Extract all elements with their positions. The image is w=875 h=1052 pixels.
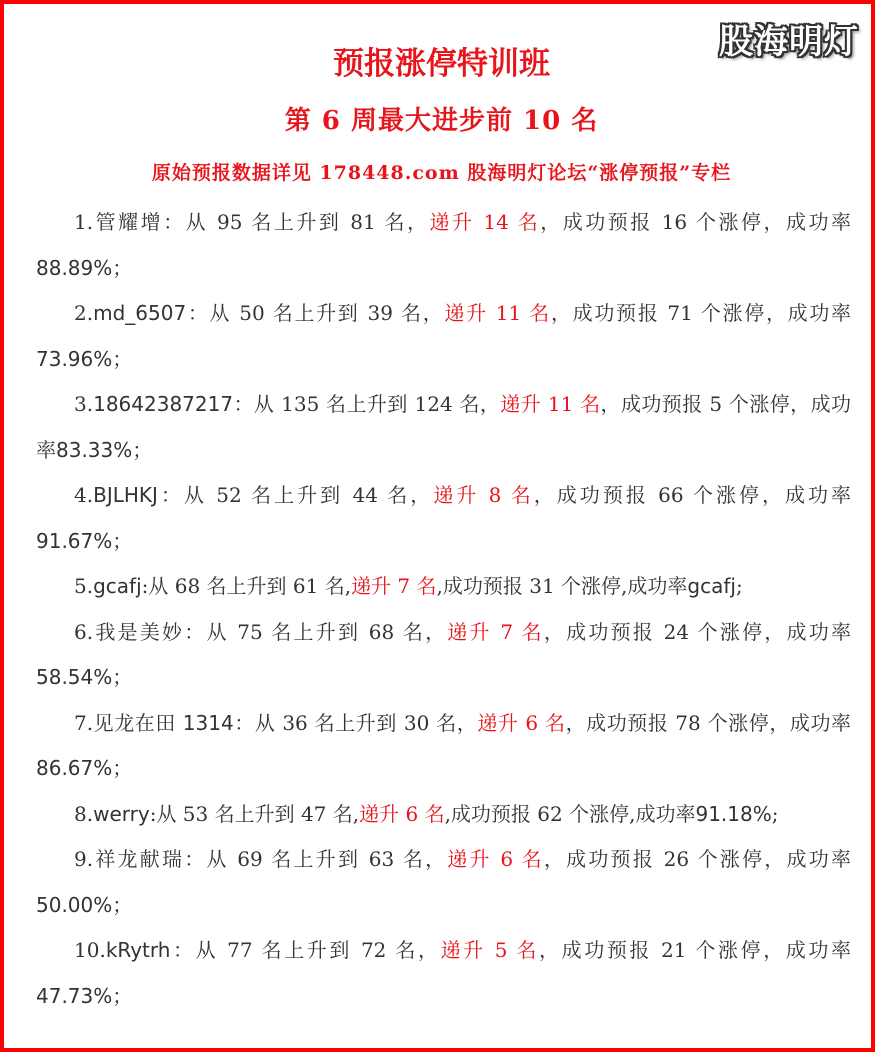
page-subtitle: 第 6 周最大进步前 10 名 xyxy=(284,106,599,136)
list-item: 9.祥龙献瑞：从 69 名上升到 63 名，递升 6 名，成功预报 26 个涨停，成功率50.00%； xyxy=(36,847,851,917)
page-title: 预报涨停特训班 xyxy=(333,46,550,82)
source-note: 原始预报数据详见 178448.com 股海明灯论坛“涨停预报”专栏 xyxy=(151,162,732,184)
rank-gain: 递升 7 名 xyxy=(447,619,544,644)
list-item: 1.管耀增：从 95 名上升到 81 名，递升 14 名，成功预报 16 个涨停，成功率88.89%； xyxy=(36,210,852,280)
rank-gain: 递升 6 名 xyxy=(359,801,445,826)
ranking-list xyxy=(36,200,851,1019)
rank-gain: 递升 11 名 xyxy=(500,392,601,416)
rank-gain: 递升 6 名 xyxy=(447,847,544,871)
list-item: 7.见龙在田 1314：从 36 名上升到 30 名，递升 6 名，成功预报 78 个涨停，成功率86.67%； xyxy=(36,710,852,780)
list-item: 4.BJLHKJ：从 52 名上升到 44 名，递升 8 名，成功预报 66 个涨停，成功率91.67%； xyxy=(36,483,851,553)
rank-gain: 递升 5 名 xyxy=(440,938,540,962)
list-item: 3.18642387217：从 135 名上升到 124 名，递升 11 名，成功预报 5 个涨停，成功率83.33%； xyxy=(36,392,851,462)
list-item: 5.gcafj:从 68 名上升到 61 名,递升 7 名,成功预报 31 个涨停,成功率gcafj; xyxy=(74,574,743,598)
rank-gain: 递升 14 名 xyxy=(429,210,541,234)
rank-gain: 递升 8 名 xyxy=(433,483,534,507)
rank-gain: 递升 11 名 xyxy=(444,301,551,325)
list-item: 6.我是美妙：从 75 名上升到 68 名，递升 7 名，成功预报 24 个涨停，成功率58.54%； xyxy=(36,619,851,689)
list-item: 2.md_6507：从 50 名上升到 39 名，递升 11 名，成功预报 71 个涨停，成功率73.96%； xyxy=(36,301,852,371)
list-item: 10.kRytrh：从 77 名上升到 72 名，递升 5 名，成功预报 21 个涨停，成功率47.73%； xyxy=(36,938,851,1008)
watermark-logo: 股海明灯 xyxy=(719,22,859,62)
rank-gain: 递升 7 名 xyxy=(351,574,437,598)
list-item: 8.werry:从 53 名上升到 47 名,递升 6 名,成功预报 62 个涨停,成功率91.18%; xyxy=(74,801,779,826)
rank-gain: 递升 6 名 xyxy=(477,710,566,735)
